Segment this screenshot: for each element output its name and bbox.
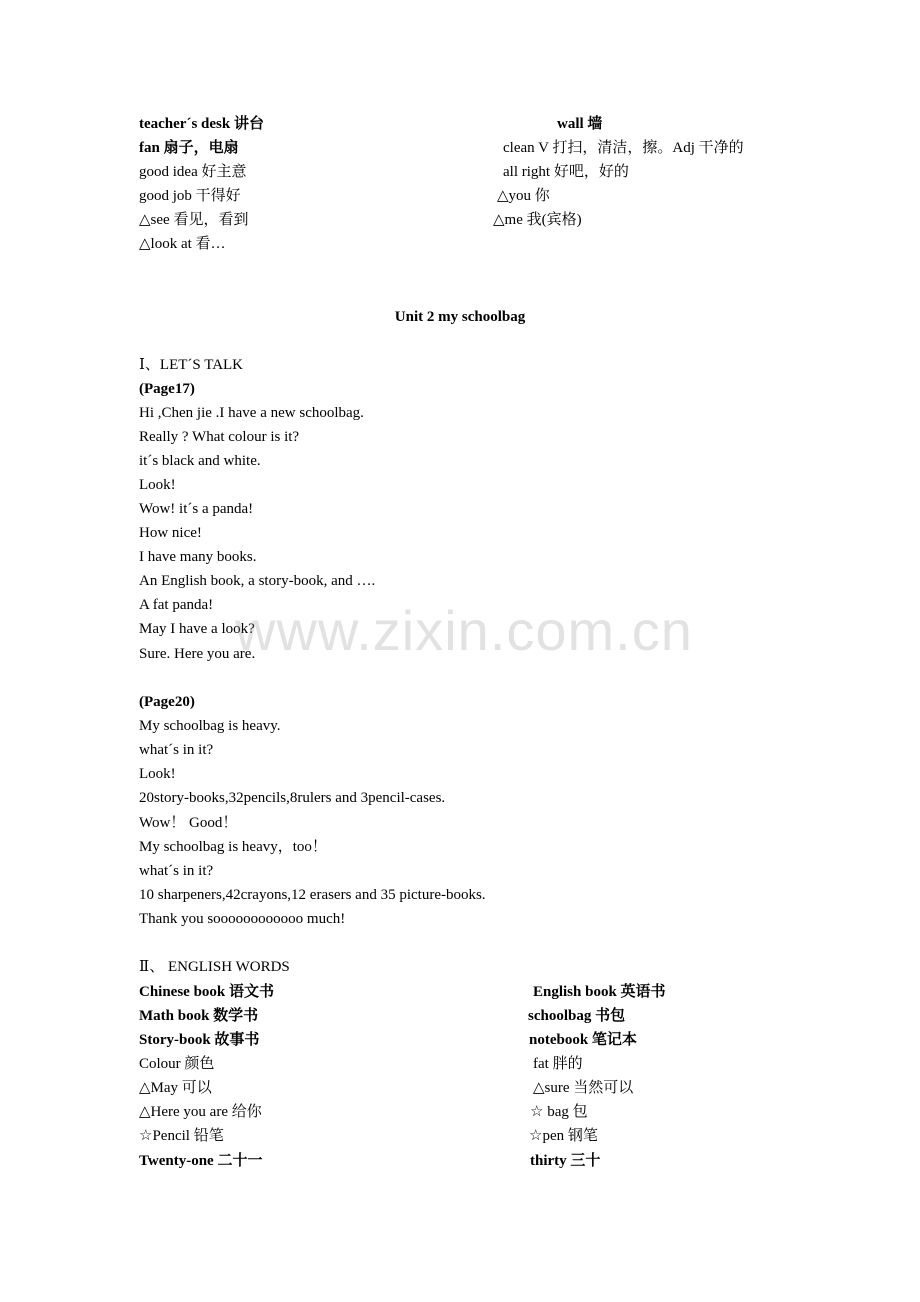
words-heading: Ⅱ、 ENGLISH WORDS [139, 959, 290, 975]
dialogue-line: Look! [139, 766, 176, 782]
vocab-top-left-2: fan 扇子，电扇 [139, 140, 239, 156]
vocab-top-left-4: good job 干得好 [139, 188, 241, 204]
dialogue-line: A fat panda! [139, 597, 214, 613]
dialogue-line: Wow! it´s a panda! [139, 501, 254, 517]
talk-heading: Ⅰ、LET´S TALK [139, 357, 244, 373]
vocab-top-left-5: △see 看见，看到 [139, 212, 249, 228]
word-right: thirty 三十 [530, 1153, 601, 1169]
dialogue-line: it´s black and white. [139, 453, 261, 469]
word-left: Colour 颜色 [139, 1056, 215, 1072]
page17-label: (Page17) [139, 381, 195, 397]
dialogue-line: Look! [139, 477, 176, 493]
page20-label: (Page20) [139, 694, 195, 710]
vocab-top-right-5: △me 我(宾格) [493, 212, 582, 228]
word-right: ☆ bag 包 [530, 1104, 588, 1120]
word-right: △sure 当然可以 [533, 1080, 634, 1096]
dialogue-line: what´s in it? [139, 742, 214, 758]
dialogue-line: what´s in it? [139, 863, 214, 879]
dialogue-line: My schoolbag is heavy，too！ [139, 839, 327, 855]
word-left: Chinese book 语文书 [139, 984, 275, 1000]
dialogue-line: Thank you soooooooooooo much! [139, 911, 346, 927]
vocab-top-right-4: △you 你 [497, 188, 550, 204]
word-right: schoolbag 书包 [528, 1008, 626, 1024]
unit-title: Unit 2 my schoolbag [394, 309, 526, 325]
dialogue-line: 10 sharpeners,42crayons,12 erasers and 35 picture-books. [139, 887, 486, 903]
word-left: △May 可以 [139, 1080, 212, 1096]
word-left: Story-book 故事书 [139, 1032, 260, 1048]
dialogue-line: 20story-books,32pencils,8rulers and 3pencil-cases. [139, 790, 446, 806]
word-right: notebook 笔记本 [529, 1032, 637, 1048]
dialogue-line: Hi ,Chen jie .I have a new schoolbag. [139, 405, 364, 421]
word-left: △Here you are 给你 [139, 1104, 262, 1120]
vocab-top-left-3: good idea 好主意 [139, 164, 247, 180]
word-right: ☆pen 钢笔 [529, 1128, 598, 1144]
dialogue-line: Sure. Here you are. [139, 646, 256, 662]
dialogue-line: May I have a look? [139, 621, 255, 637]
word-left: Twenty-one 二十一 [139, 1153, 263, 1169]
word-left: ☆Pencil 铅笔 [139, 1128, 224, 1144]
word-right: fat 胖的 [533, 1056, 583, 1072]
word-right: English book 英语书 [533, 984, 666, 1000]
vocab-top-left-1: teacher´s desk 讲台 [139, 116, 264, 132]
dialogue-line: How nice! [139, 525, 202, 541]
word-left: Math book 数学书 [139, 1008, 259, 1024]
vocab-top-right-2: clean V 打扫，清洁，擦。Adj 干净的 [503, 140, 744, 156]
dialogue-line: My schoolbag is heavy. [139, 718, 281, 734]
dialogue-line: Wow！ Good！ [139, 815, 238, 831]
dialogue-line: An English book, a story-book, and …. [139, 573, 376, 589]
vocab-top-left-6: △look at 看… [139, 236, 226, 252]
dialogue-line: I have many books. [139, 549, 257, 565]
vocab-top-right-3: all right 好吧，好的 [503, 164, 629, 180]
dialogue-line: Really ? What colour is it? [139, 429, 300, 445]
vocab-top-right-1: wall 墙 [557, 116, 603, 132]
watermark: www.zixin.com.cn [235, 599, 693, 662]
